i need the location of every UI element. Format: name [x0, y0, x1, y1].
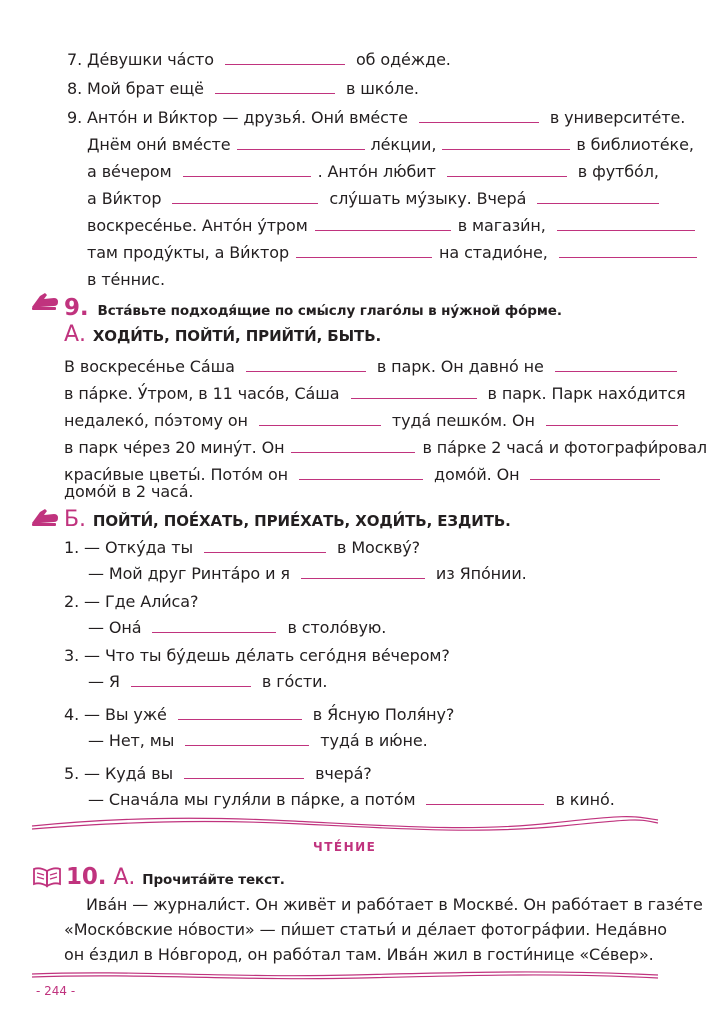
answer-blank[interactable] [555, 359, 677, 372]
section-title: ЧТЕ́НИЕ [313, 840, 377, 854]
item-9-line-5: воскресе́нье. Анто́н у́тром в магази́н, [87, 216, 695, 236]
part-a-line-5: краси́вые цветы́. Пото́м он домо́й. Он [64, 465, 660, 485]
writing-hand-icon [30, 289, 60, 311]
answer-blank[interactable] [447, 164, 567, 177]
section-divider [32, 812, 658, 836]
part-letter: А. [64, 322, 86, 347]
reading-text-line-1: Ива́н — журнали́ст. Он живёт и рабо́тает в Москве́. Он рабо́тает в газе́те [86, 895, 703, 914]
item-9-line-2: Днём они́ вме́сте ле́кции, в библиоте́ке, [87, 135, 694, 154]
answer-blank[interactable] [178, 707, 302, 720]
part-b-r2: — Она́ в столо́вую. [88, 618, 387, 637]
part-letter: А. [113, 865, 136, 890]
item-9-line-1: 9. Анто́н и Ви́ктор — друзья́. Они́ вме́сте в университе́те. [67, 108, 686, 127]
footer-divider [32, 966, 658, 986]
item-8: 8. Мой брат ещё в шко́ле. [67, 79, 419, 98]
part-a-header [64, 322, 381, 349]
writing-hand-icon [30, 505, 60, 527]
answer-blank[interactable] [237, 137, 365, 150]
answer-blank[interactable] [537, 191, 659, 204]
reading-text-line-2: «Моско́вские но́вости» — пи́шет статьи́ и де́лает фотогра́фии. Неда́вно [64, 920, 667, 939]
part-verbs: ПОЙТИ́, ПОЕ́ХАТЬ, ПРИЕ́ХАТЬ, ХОДИ́ТЬ, ЕЗДИТЬ. [92, 512, 511, 530]
answer-blank[interactable] [442, 137, 570, 150]
open-book-icon [32, 867, 62, 887]
part-a-line-1: В воскресе́нье Са́ша в парк. Он давно́ не [64, 357, 677, 377]
answer-blank[interactable] [546, 413, 678, 426]
answer-blank[interactable] [419, 110, 539, 123]
answer-blank[interactable] [185, 733, 309, 746]
part-a-line-3: недалеко́, по́этому он туда́ пешко́м. Он [64, 411, 678, 431]
part-b-r3: — Я в го́сти. [88, 672, 328, 691]
part-b-q4: 4. — Вы уже́ в Я́сную Поля́ну? [64, 705, 455, 724]
part-b-q2: 2. — Где Али́са? [64, 592, 199, 611]
part-b-q5: 5. — Куда́ вы вчера́? [64, 764, 372, 783]
reading-text-line-3: он е́здил в Но́вгород, он рабо́тал там. Ива́н жил в гости́нице «Се́вер». [64, 945, 654, 964]
part-a-line-4: в парк че́рез 20 мину́т. Он в па́рке 2 часа́ и фотографи́ровал [64, 438, 708, 457]
answer-blank[interactable] [315, 218, 451, 231]
part-letter: Б. [64, 507, 86, 532]
task-instruction: Прочита́йте текст. [142, 872, 285, 888]
task-number: 9. [64, 295, 89, 321]
answer-blank[interactable] [183, 164, 311, 177]
answer-blank[interactable] [204, 540, 326, 553]
answer-blank[interactable] [351, 386, 477, 399]
answer-blank[interactable] [152, 620, 276, 633]
part-a-line-6: домо́й в 2 часа́. [64, 482, 194, 501]
item-7: 7. Де́вушки ча́сто об оде́жде. [67, 50, 451, 69]
answer-blank[interactable] [530, 467, 660, 480]
answer-blank[interactable] [426, 792, 544, 805]
answer-blank[interactable] [184, 766, 304, 779]
part-verbs: ХОДИ́ТЬ, ПОЙТИ́, ПРИЙТИ́, БЫТЬ. [92, 327, 382, 345]
part-b-r5: — Снача́ла мы гуля́ли в па́рке, а пото́м в кино́. [88, 790, 615, 809]
task-instruction: Вста́вьте подходя́щие по смы́слу глаго́лы в ну́жной фо́рме. [97, 303, 562, 319]
part-b-r1: — Мой друг Ринта́ро и я из Япо́нии. [88, 564, 527, 583]
part-b-r4: — Нет, мы туда́ в ию́не. [88, 731, 428, 750]
page-number: - 244 - [36, 984, 76, 998]
task-number: 10. [66, 864, 107, 890]
answer-blank[interactable] [299, 467, 423, 480]
answer-blank[interactable] [172, 191, 318, 204]
answer-blank[interactable] [301, 566, 425, 579]
answer-blank[interactable] [215, 81, 335, 94]
item-9-line-6: там проду́кты, а Ви́ктор на стадио́не, [87, 243, 697, 263]
task-10-header [66, 864, 285, 893]
answer-blank[interactable] [225, 52, 345, 65]
answer-blank[interactable] [131, 674, 251, 687]
task-9-header [64, 295, 562, 324]
answer-blank[interactable] [259, 413, 381, 426]
item-9-line-7: в те́ннис. [87, 270, 165, 289]
answer-blank[interactable] [557, 218, 695, 231]
part-b-q1: 1. — Отку́да ты в Москву́? [64, 538, 421, 557]
part-b-q3: 3. — Что ты бу́дешь де́лать сего́дня ве́чером? [64, 646, 450, 665]
part-a-line-2: в па́рке. У́тром, в 11 часо́в, Са́ша в парк. Парк нахо́дится [64, 384, 686, 403]
answer-blank[interactable] [291, 440, 415, 453]
answer-blank[interactable] [296, 245, 432, 258]
answer-blank[interactable] [246, 359, 366, 372]
part-b-header [64, 507, 511, 534]
item-9-line-3: а ве́чером . Анто́н лю́бит в футбо́л, [87, 162, 659, 181]
answer-blank[interactable] [559, 245, 697, 258]
item-9-line-4: а Ви́ктор слу́шать му́зыку. Вчера́ [87, 189, 659, 209]
